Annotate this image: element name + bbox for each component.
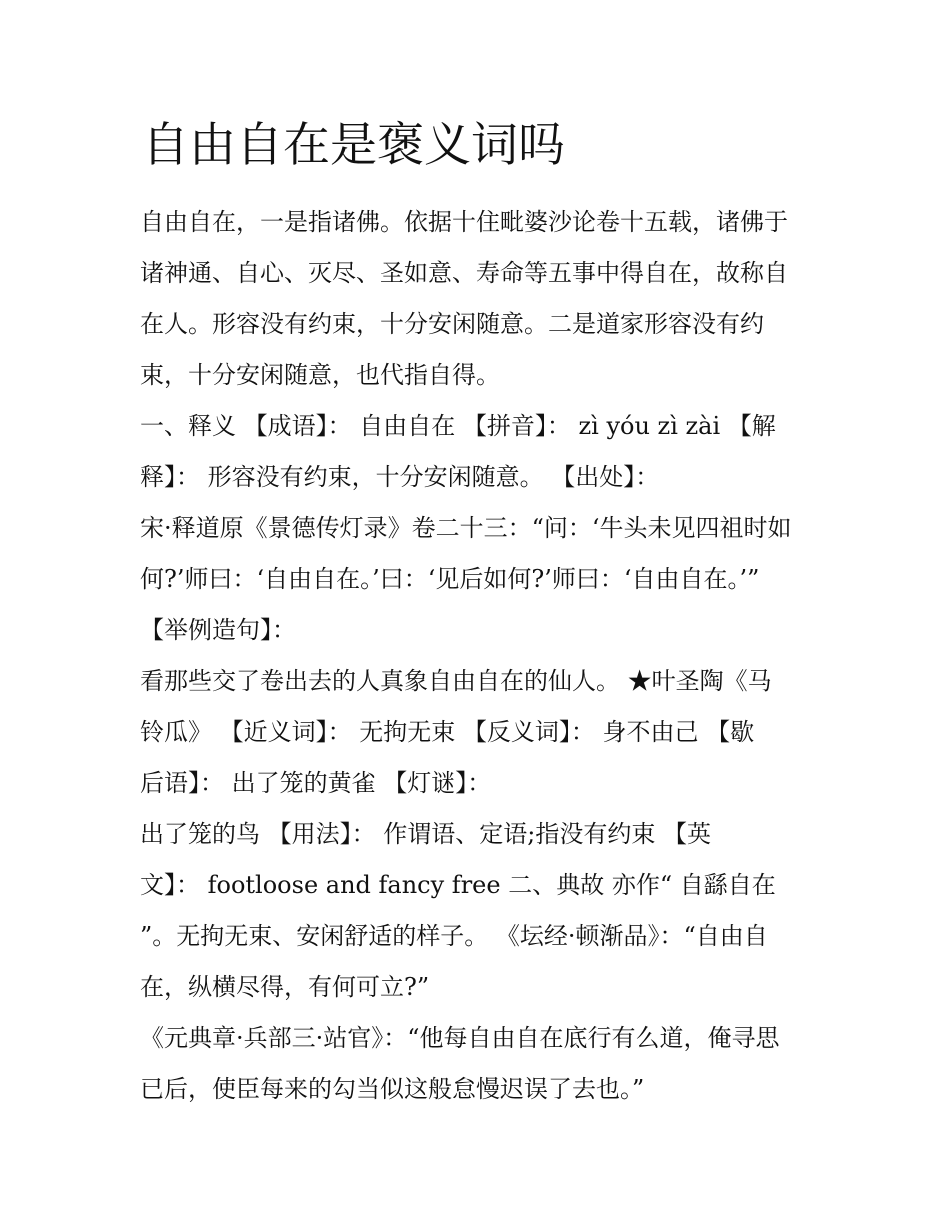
body-line-10: 看那些交了卷出去的人真象自由自在的仙人。 ★叶圣陶《马 xyxy=(140,667,772,695)
body-line-13: 出了笼的鸟 【用法】： 作谓语、定语;指没有约束 【英 xyxy=(140,820,711,848)
body-line-17: 《元典章·兵部三·站官》：“他每自由自在底行有么道，俺寻思 xyxy=(140,1024,780,1052)
body-line-5: 一、释义 【成语】： 自由自在 【拼音】： zì yóu zì zài 【解 xyxy=(140,412,776,440)
body-line-4: 束，十分安闲随意，也代指自得。 xyxy=(140,361,500,389)
body-line-1: 自由自在，一是指诸佛。依据十住毗婆沙论卷十五载，诸佛于 xyxy=(140,208,788,236)
document-title: 自由自在是褒义词吗 xyxy=(142,118,565,173)
body-line-6: 释】： 形容没有约束，十分安闲随意。 【出处】： xyxy=(140,463,660,491)
body-line-11: 铃瓜》 【近义词】： 无拘无束 【反义词】： 身不由己 【歇 xyxy=(140,718,755,746)
body-line-8: 何?’师曰：‘自由自在。’曰：‘见后如何?’师曰：‘自由自在。’” xyxy=(140,565,760,593)
body-line-16: 在，纵横尽得，有何可立?” xyxy=(140,973,430,1001)
body-line-7: 宋·释道原《景德传灯录》卷二十三：“问：‘牛头未见四祖时如 xyxy=(140,514,792,542)
body-line-18: 已后，使臣每来的勾当似这般怠慢迟误了去也。” xyxy=(140,1075,645,1103)
body-line-15: ”。无拘无束、安闲舒适的样子。 《坛经·顿渐品》：“自由自 xyxy=(140,922,768,950)
body-line-3: 在人。形容没有约束，十分安闲随意。二是道家形容没有约 xyxy=(140,310,764,338)
body-line-2: 诸神通、自心、灭尽、圣如意、寿命等五事中得自在，故称自 xyxy=(140,259,788,287)
body-line-12: 后语】： 出了笼的黄雀 【灯谜】： xyxy=(140,769,492,797)
body-line-9: 【举例造句】： xyxy=(140,616,296,644)
body-line-14: 文】： footloose and fancy free 二、典故 亦作“ 自繇自在 xyxy=(140,871,776,899)
